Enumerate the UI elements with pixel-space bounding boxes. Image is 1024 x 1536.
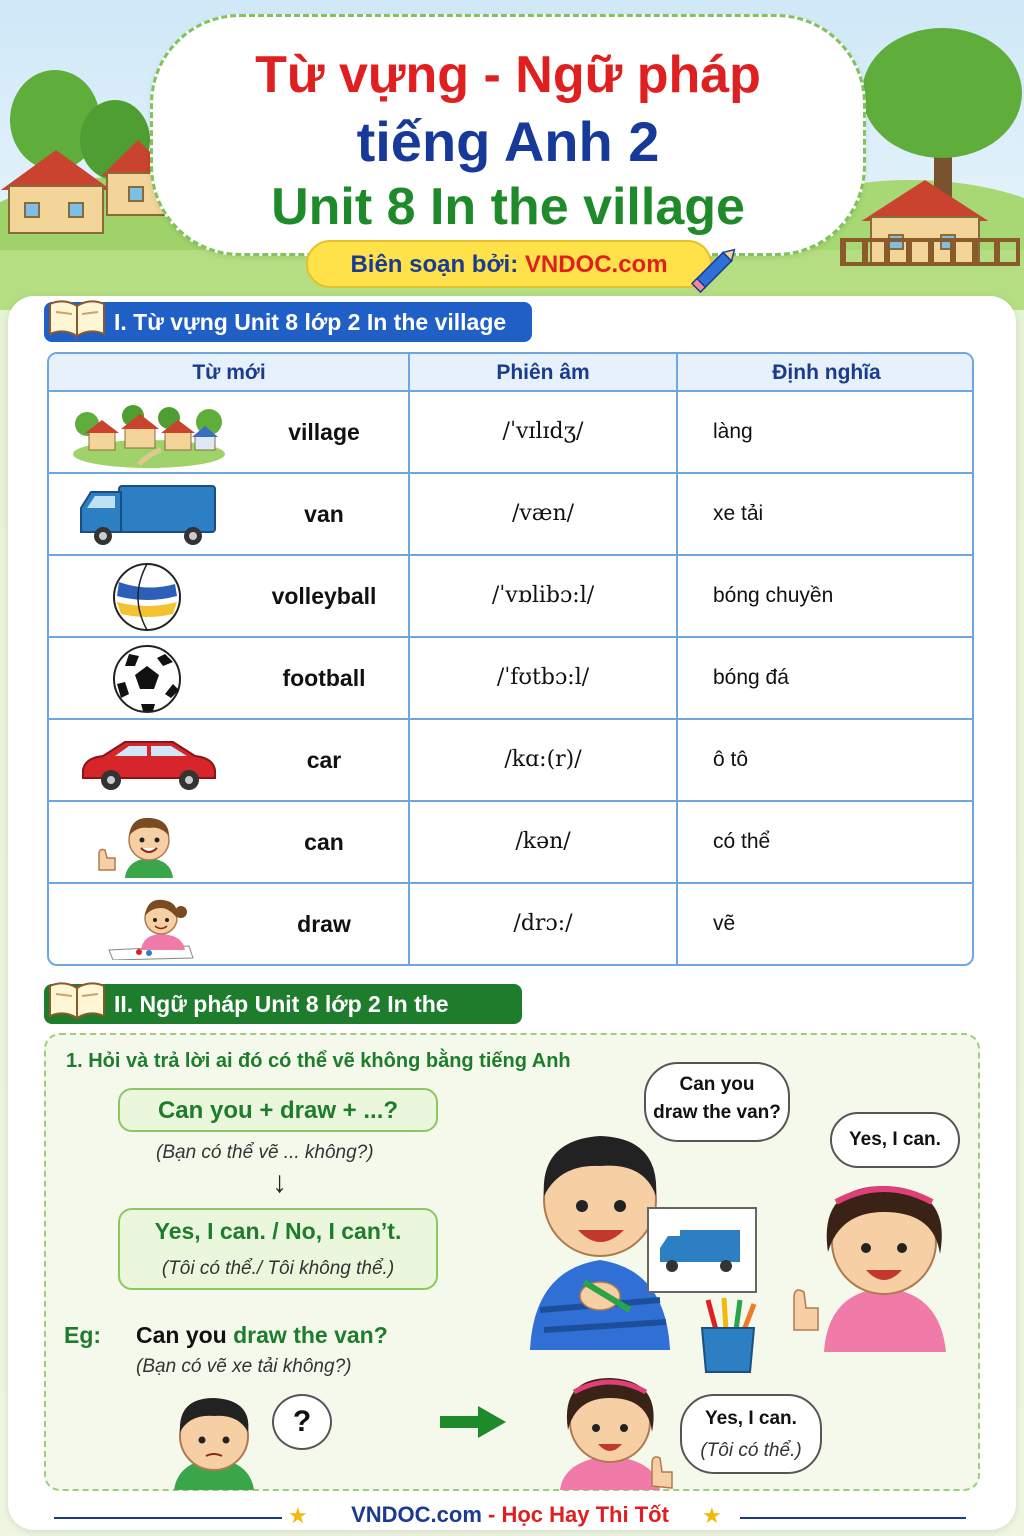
vocab-word: football [282, 665, 366, 691]
bubble-question-line-2: draw the van? [653, 1102, 781, 1123]
footer-brand: VNDOC.com [351, 1502, 482, 1527]
footer-divider [740, 1517, 966, 1519]
speech-bubble-answer-2 [680, 1394, 822, 1474]
vocab-meaning: xe tải [713, 502, 764, 525]
title-line-1: Từ vựng - Ngữ pháp [255, 46, 761, 104]
example-highlight: draw the van? [233, 1322, 388, 1348]
vocab-ipa: /kən/ [515, 829, 571, 854]
vocab-ipa: /ˈvɪlɪdʒ/ [502, 419, 584, 444]
village-icon [69, 398, 229, 468]
table-row [49, 392, 972, 474]
pencil-icon [686, 238, 746, 298]
star-icon: ★ [702, 1503, 722, 1528]
question-pattern: Can you + draw + ...? [118, 1088, 438, 1132]
vocab-word: van [304, 501, 344, 527]
answer-pattern-box [118, 1208, 438, 1290]
answer-translation: (Tôi có thể./ Tôi không thể.) [161, 1258, 395, 1279]
table-row [49, 720, 972, 802]
volleyball-icon [69, 562, 229, 632]
author-prefix: Biên soạn bởi: [350, 251, 525, 278]
footer-divider [54, 1517, 282, 1519]
question-bubble: ? [272, 1394, 332, 1450]
boy-thumbs-up-icon [69, 808, 229, 878]
vocab-meaning: bóng chuyền [713, 584, 834, 607]
column-header-ipa: Phiên âm [496, 361, 590, 384]
table-row [49, 884, 972, 966]
vocabulary-table [47, 352, 974, 966]
table-header [49, 354, 972, 392]
girl-answering-illustration [540, 1368, 680, 1490]
footer-slogan: Học Hay Thi Tốt [501, 1502, 669, 1527]
example-prefix: Can you [136, 1322, 234, 1348]
arrow-right-icon [440, 1404, 506, 1440]
van-icon [69, 480, 229, 550]
vocab-ipa: /væn/ [511, 501, 575, 526]
vocab-word: volleyball [271, 583, 377, 609]
fence [840, 238, 1020, 266]
football-icon [69, 644, 229, 714]
table-row [49, 474, 972, 556]
title-cloud [150, 14, 866, 256]
table-row [49, 556, 972, 638]
vocab-meaning: có thể [713, 830, 771, 853]
tree-icon [862, 28, 1022, 158]
example-question [136, 1322, 388, 1349]
author-banner [306, 240, 712, 288]
table-row [49, 802, 972, 884]
footer-text [300, 1502, 720, 1528]
book-icon [46, 296, 108, 340]
car-icon [69, 726, 229, 796]
arrow-down-icon: ↓ [272, 1166, 287, 1199]
speech-bubble-answer: Yes, I can. [830, 1112, 960, 1168]
vocab-ipa: /ˈvɒlibɔ:l/ [491, 583, 595, 608]
vocab-meaning: vẽ [713, 912, 736, 935]
vocab-word: can [304, 829, 344, 855]
section-2-header: II. Ngữ pháp Unit 8 lớp 2 In the [44, 984, 522, 1024]
bubble-question-line-1: Can you [679, 1074, 755, 1095]
bubble-answer-2-translation: (Tôi có thể.) [700, 1440, 802, 1461]
vocab-word: draw [297, 911, 351, 937]
column-header-word: Từ mới [192, 361, 266, 384]
grammar-subtitle: 1. Hỏi và trả lời ai đó có thể vẽ không bằng tiếng Anh [66, 1050, 571, 1072]
column-header-meaning: Định nghĩa [772, 361, 881, 384]
star-icon: ★ [288, 1503, 308, 1528]
bubble-answer-2-text: Yes, I can. [705, 1408, 797, 1429]
example-label: Eg: [64, 1322, 102, 1348]
house-icon [8, 150, 104, 234]
table-row [49, 638, 972, 720]
vocab-meaning: làng [713, 420, 753, 443]
book-icon [46, 978, 108, 1022]
vocab-word: village [288, 419, 360, 445]
vocab-ipa: /ˈfʊtbɔ:l/ [496, 665, 590, 690]
question-translation: (Bạn có thể vẽ ... không?) [156, 1142, 374, 1163]
confused-boy-illustration [160, 1392, 270, 1490]
vocab-ipa: /drɔ:/ [513, 911, 573, 936]
vocab-word: car [306, 747, 342, 773]
author-brand: VNDOC.com [524, 251, 668, 278]
vocab-meaning: bóng đá [713, 666, 789, 689]
speech-bubble-question [644, 1062, 790, 1142]
title-line-3: Unit 8 In the village [271, 178, 745, 236]
vocab-ipa: /kɑ:(r)/ [504, 747, 582, 772]
vocab-meaning: ô tô [713, 748, 749, 771]
section-1-header: I. Từ vựng Unit 8 lớp 2 In the village [44, 302, 532, 342]
girl-drawing-icon [69, 890, 229, 960]
girl-pointing-illustration [784, 1172, 974, 1352]
footer-separator: - [481, 1502, 502, 1527]
title-line-2: tiếng Anh 2 [356, 110, 660, 173]
pencil-cup-icon [696, 1296, 760, 1376]
example-translation: (Bạn có vẽ xe tải không?) [136, 1356, 352, 1377]
answer-pattern: Yes, I can. / No, I can’t. [154, 1218, 402, 1244]
